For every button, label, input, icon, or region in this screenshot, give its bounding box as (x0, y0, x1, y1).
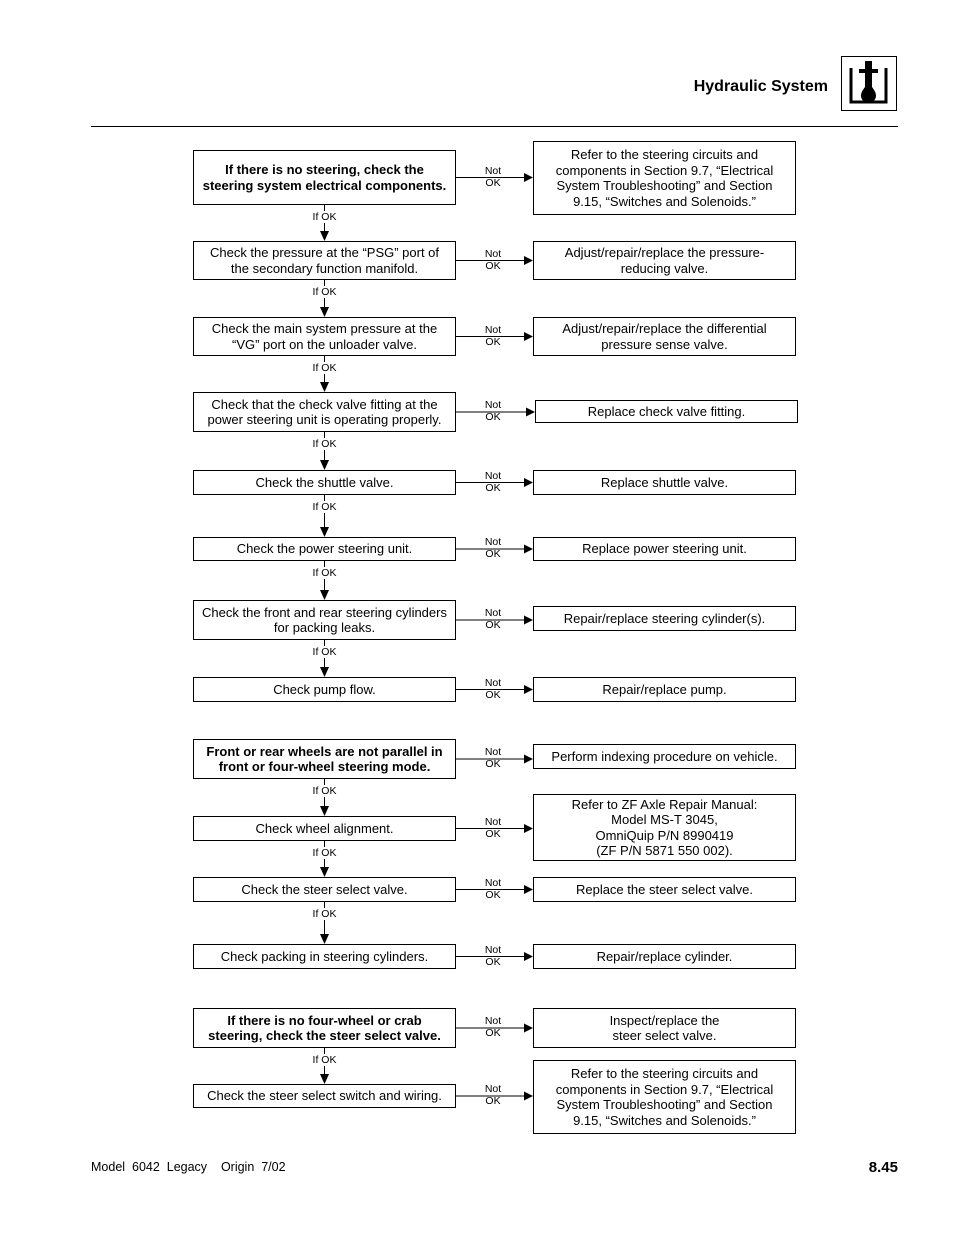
check-step-text: Check the shuttle valve. (255, 474, 394, 490)
check-step-box (193, 317, 456, 356)
not-ok-label-not: Not (484, 607, 502, 619)
corrective-action-box (533, 744, 796, 769)
not-ok-label-not: Not (484, 943, 502, 956)
not-ok-arrowhead (524, 824, 533, 833)
if-ok-arrowhead (320, 867, 329, 877)
check-step-text: Check the steer select valve. (241, 881, 408, 897)
not-ok-label-ok: OK (485, 688, 501, 701)
page-number: 8.45 (868, 1159, 898, 1176)
corrective-action-box (533, 241, 796, 280)
not-ok-label (478, 1083, 508, 1107)
if-ok-label: If OK (305, 1054, 345, 1066)
not-ok-arrowhead (524, 616, 533, 625)
check-step-box (193, 944, 456, 969)
corrective-action-box (533, 317, 796, 356)
not-ok-arrowhead (524, 545, 533, 554)
check-step-text: Check packing in steering cylinders. (220, 948, 429, 964)
hydraulic-cylinder-icon-graphic (842, 57, 895, 109)
not-ok-label-ok: OK (485, 955, 501, 968)
corrective-action-box (533, 606, 796, 631)
corrective-action-text: Replace power steering unit. (582, 541, 747, 557)
if-ok-label: If OK (305, 646, 345, 658)
not-ok-label-ok: OK (485, 481, 501, 494)
not-ok-label (478, 607, 508, 631)
if-ok-arrowhead (320, 307, 329, 317)
corrective-action-text: Replace shuttle valve. (600, 474, 729, 490)
corrective-action-box (533, 537, 796, 561)
check-step-text: Check the steer select switch and wiring. (207, 1088, 442, 1104)
not-ok-arrowhead (524, 256, 533, 265)
not-ok-label-ok: OK (485, 176, 501, 189)
not-ok-label-ok: OK (485, 888, 501, 901)
not-ok-label (478, 944, 508, 968)
hydraulic-cylinder-icon (841, 56, 897, 111)
if-ok-arrowhead (320, 806, 329, 816)
if-ok-label: If OK (305, 211, 345, 223)
if-ok-arrowhead (320, 1074, 329, 1084)
header-divider (91, 126, 898, 127)
corrective-action-line: OmniQuip P/N 8990419 (595, 827, 734, 843)
not-ok-label (478, 470, 508, 494)
symptom-box (193, 739, 456, 779)
not-ok-label-not: Not (484, 1083, 502, 1095)
corrective-action-text: Repair/replace pump. (602, 681, 727, 697)
check-step-text: Check the pressure at the “PSG” port of the secondary function manifold. (209, 245, 440, 276)
check-step-text: Check the main system pressure at the “VG” port on the unloader valve. (211, 321, 438, 352)
symptom-box (193, 1008, 456, 1048)
corrective-action-box (533, 877, 796, 902)
if-ok-arrowhead (320, 460, 329, 470)
if-ok-label: If OK (305, 567, 345, 579)
check-step-text: Check that the check valve fitting at the power steering unit is operating properly. (207, 396, 442, 427)
corrective-action-text (572, 797, 758, 859)
if-ok-arrowhead (320, 667, 329, 677)
corrective-action-text: Replace check valve fitting. (587, 403, 746, 419)
check-step-box (193, 392, 456, 432)
not-ok-label-not: Not (484, 1015, 502, 1027)
not-ok-label-ok: OK (485, 619, 501, 631)
corrective-action-box (533, 1060, 796, 1134)
corrective-action-box (533, 470, 796, 495)
corrective-action-text: Refer to the steering circuits and components in Section 9.7, “Electrical System Troubleshooting” and Section 9.15, “Switches and Solenoids.” (555, 1066, 774, 1128)
if-ok-label: If OK (305, 362, 345, 374)
page-title: Hydraulic System (693, 78, 828, 95)
not-ok-label-ok: OK (485, 1027, 501, 1039)
corrective-action-box (533, 794, 796, 861)
not-ok-arrowhead (524, 755, 533, 764)
corrective-action-line: steer select valve. (612, 1028, 717, 1043)
corrective-action-box (535, 400, 798, 423)
not-ok-label-ok: OK (485, 335, 501, 348)
not-ok-label-not: Not (484, 399, 502, 411)
not-ok-arrowhead (524, 478, 533, 487)
if-ok-label: If OK (305, 438, 345, 450)
if-ok-label: If OK (305, 785, 345, 797)
check-step-text: Check the power steering unit. (236, 541, 413, 557)
check-step-box (193, 1084, 456, 1108)
not-ok-label-ok: OK (485, 827, 501, 840)
if-ok-label: If OK (305, 908, 345, 920)
corrective-action-text: Adjust/repair/replace the pressure-reducing valve. (564, 245, 765, 276)
if-ok-arrowhead (320, 590, 329, 600)
not-ok-arrowhead (524, 173, 533, 182)
check-step-text: Check the front and rear steering cylinders for packing leaks. (202, 604, 447, 635)
if-ok-arrowhead (320, 382, 329, 392)
if-ok-arrowhead (320, 934, 329, 944)
not-ok-label-ok: OK (485, 758, 501, 770)
corrective-action-text: Refer to the steering circuits and components in Section 9.7, “Electrical System Troubleshooting” and Section 9.15, “Switches and Solenoids.” (555, 147, 774, 209)
corrective-action-line: Refer to ZF Axle Repair Manual: (571, 796, 758, 812)
check-step-text: If there is no four-wheel or crab steering, check the steer select valve. (208, 1012, 441, 1043)
not-ok-label-not: Not (484, 746, 502, 758)
check-step-box (193, 470, 456, 495)
check-step-text: Check wheel alignment. (255, 820, 394, 836)
check-step-box (193, 816, 456, 841)
not-ok-label-not: Not (484, 536, 502, 548)
corrective-action-box (533, 141, 796, 215)
not-ok-label (478, 399, 508, 423)
not-ok-label-ok: OK (485, 1095, 501, 1107)
footer-model-info: Model 6042 Legacy Origin 7/02 (91, 1160, 286, 1174)
check-step-text: Check pump flow. (273, 681, 376, 697)
not-ok-label-not: Not (484, 247, 502, 260)
not-ok-arrowhead (524, 332, 533, 341)
not-ok-label (478, 165, 508, 189)
not-ok-label-ok: OK (485, 548, 501, 560)
not-ok-label (478, 1015, 508, 1039)
corrective-action-box (533, 677, 796, 702)
check-step-text: If there is no steering, check the steering system electrical components. (202, 162, 447, 193)
not-ok-arrowhead (524, 1024, 533, 1033)
corrective-action-text: Perform indexing procedure on vehicle. (551, 748, 778, 764)
corrective-action-line: Inspect/replace the (609, 1012, 720, 1028)
corrective-action-box (533, 1008, 796, 1048)
not-ok-arrowhead (524, 885, 533, 894)
not-ok-arrowhead (524, 1092, 533, 1101)
not-ok-label (478, 536, 508, 560)
not-ok-arrowhead (524, 685, 533, 694)
not-ok-label-ok: OK (485, 411, 501, 423)
not-ok-label (478, 324, 508, 348)
if-ok-label: If OK (305, 286, 345, 298)
not-ok-label (478, 248, 508, 272)
corrective-action-text (610, 1013, 720, 1044)
corrective-action-line: (ZF P/N 5871 550 002). (596, 843, 733, 858)
check-step-text: Front or rear wheels are not parallel in front or four-wheel steering mode. (206, 743, 443, 774)
check-step-box (193, 677, 456, 702)
symptom-box (193, 150, 456, 205)
check-step-box (193, 600, 456, 640)
if-ok-label: If OK (305, 847, 345, 859)
corrective-action-text: Repair/replace cylinder. (596, 948, 733, 964)
not-ok-label (478, 816, 508, 840)
corrective-action-box (533, 944, 796, 969)
check-step-box (193, 537, 456, 561)
not-ok-label (478, 746, 508, 770)
corrective-action-line: Model MS-T 3045, (611, 812, 718, 827)
not-ok-arrowhead (524, 952, 533, 961)
not-ok-label (478, 677, 508, 701)
not-ok-label-not: Not (484, 469, 502, 482)
not-ok-label-ok: OK (485, 259, 501, 272)
corrective-action-text: Replace the steer select valve. (575, 881, 754, 897)
not-ok-label (478, 877, 508, 901)
not-ok-label-not: Not (484, 876, 502, 889)
if-ok-label: If OK (305, 501, 345, 513)
not-ok-label-not: Not (484, 323, 502, 336)
not-ok-arrowhead (526, 408, 535, 417)
check-step-box (193, 877, 456, 902)
corrective-action-text: Repair/replace steering cylinder(s). (563, 610, 766, 626)
if-ok-arrowhead (320, 527, 329, 537)
if-ok-arrowhead (320, 231, 329, 241)
not-ok-label-not: Not (484, 164, 502, 177)
check-step-box (193, 241, 456, 280)
corrective-action-text: Adjust/repair/replace the differential pressure sense valve. (562, 321, 767, 352)
not-ok-label-not: Not (484, 815, 502, 828)
not-ok-label-not: Not (484, 676, 502, 689)
